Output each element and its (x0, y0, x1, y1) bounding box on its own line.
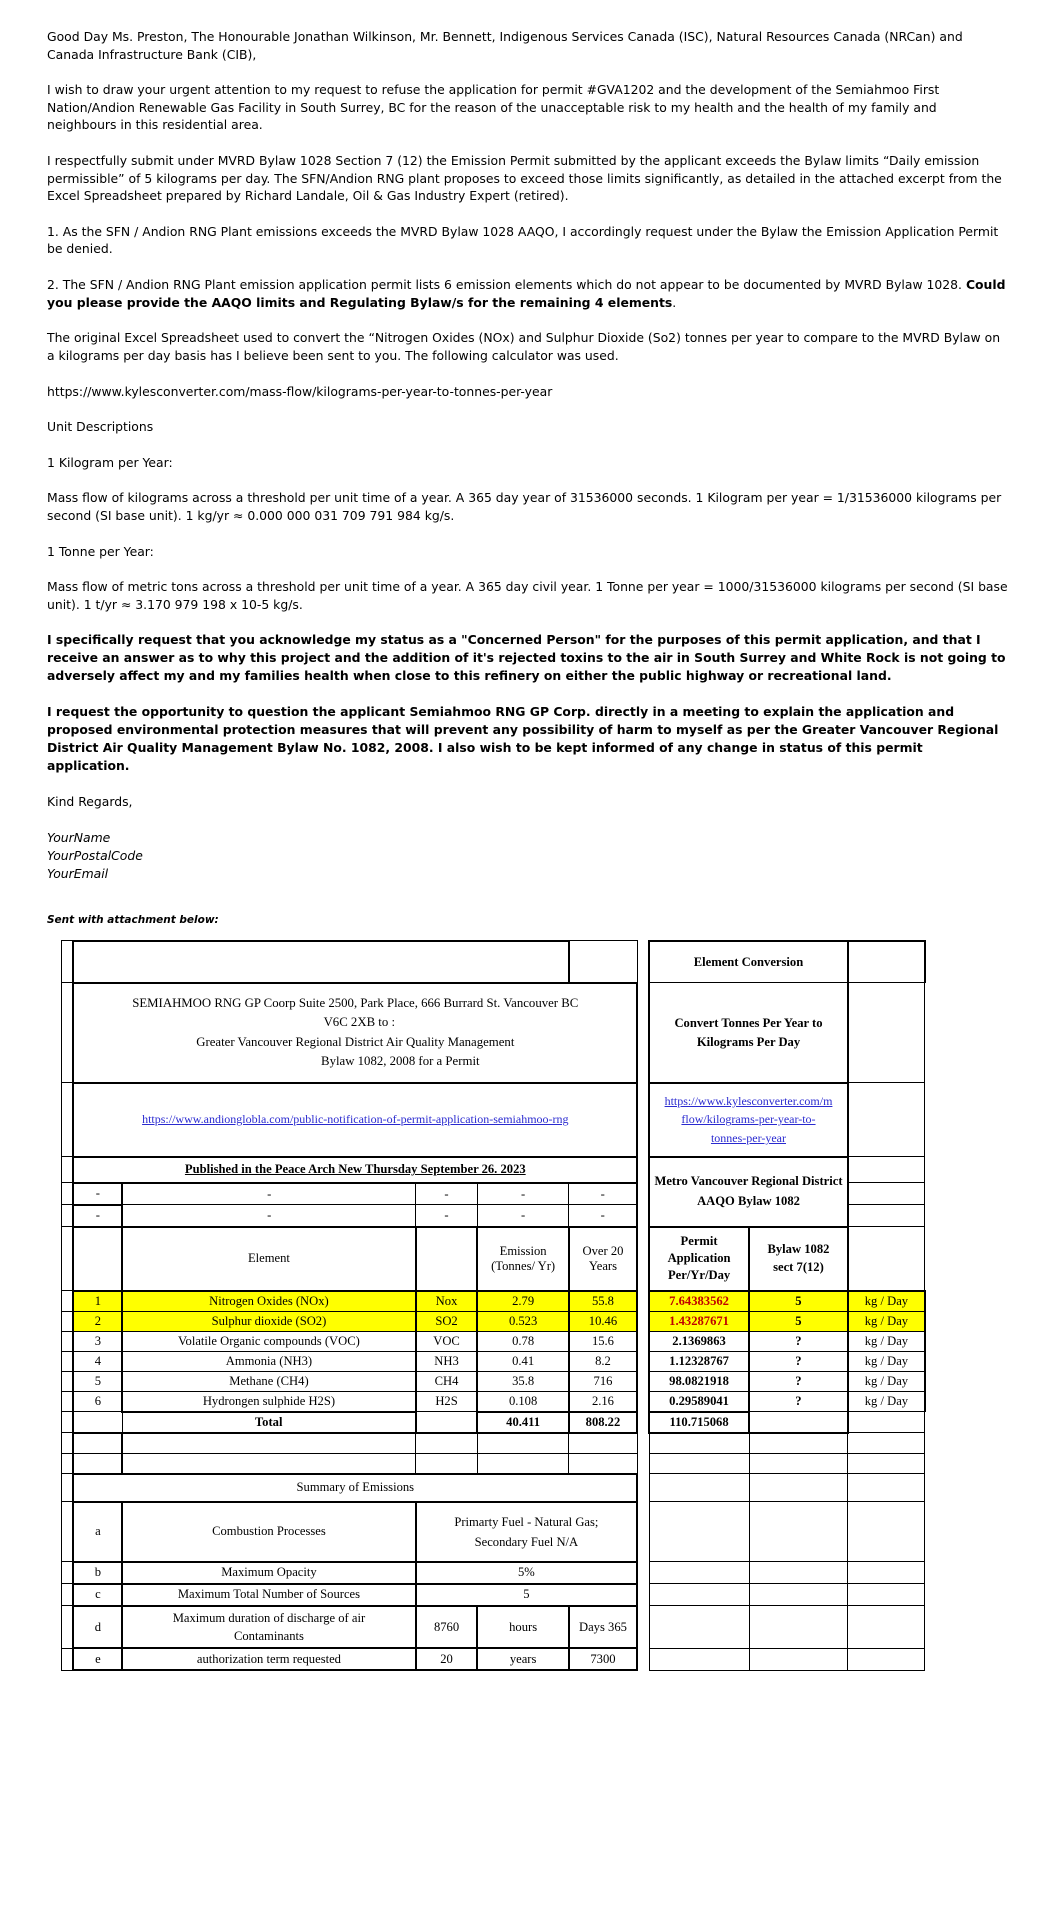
meeting-request: I request the opportunity to question the applicant Semiahmoo RNG GP Corp. directly in a meeting to explain the application and proposed environmental protection measures that will prevent any possibility of harm to myself as per the Greater Vancouver Regional District Air Quality Management Bylaw No. 1082, 2008. I also wish to be kept informed of any change in status of this permit application. (47, 704, 999, 774)
filler-cell (416, 1433, 478, 1454)
letter-body (47, 28, 1009, 928)
row-number: 2 (73, 1311, 122, 1331)
outer-blank (925, 1502, 994, 1562)
filler-cell (848, 1453, 925, 1474)
converter-link-line-1[interactable]: https://www.kylesconverter.com/m (664, 1093, 833, 1108)
summary-key: d (73, 1606, 122, 1649)
blank-right-6 (848, 1205, 925, 1227)
summary-right-blank-3 (848, 1502, 925, 1562)
row-emission-tonnes-per-year: 2.79 (477, 1291, 568, 1312)
gutter-cell-2 (637, 1648, 649, 1670)
total-label: Total (122, 1412, 415, 1433)
filler-cell (477, 1453, 568, 1474)
outer-blank-10 (925, 1453, 994, 1474)
summary-right-blank-2 (749, 1502, 848, 1562)
gutter-cell-2 (637, 1227, 649, 1291)
gutter-cell (62, 1502, 74, 1562)
summary-blank-3 (848, 1474, 925, 1502)
header-permit-line-1: Permit (680, 1234, 718, 1249)
summary-row (62, 1606, 994, 1649)
header-emission-line-1: Emission (499, 1243, 547, 1258)
gutter-cell (62, 1453, 74, 1474)
filler-cell (569, 1453, 637, 1474)
aaqo-bylaw-title: Metro Vancouver Regional District AAQO Bylaw 1082 (649, 1157, 848, 1227)
calculator-url[interactable]: https://www.kylesconverter.com/mass-flow/kilograms-per-year-to-tonnes-per-year (47, 383, 553, 399)
header-element: Element (122, 1227, 415, 1291)
filler-cell (73, 1453, 122, 1474)
row-element-name: Sulphur dioxide (SO2) (122, 1311, 415, 1331)
gutter-cell-2 (637, 1183, 649, 1205)
row-units: kg / Day (848, 1371, 925, 1391)
gutter-cell-2 (637, 1371, 649, 1391)
gutter-cell-2 (637, 1502, 649, 1562)
outer-blank (925, 1351, 994, 1371)
title-empty-cell (73, 941, 568, 983)
outer-blank-3 (925, 1083, 994, 1157)
dash-cell: - (122, 1183, 415, 1205)
salutation: Good Day Ms. Preston, The Honourable Jonathan Wilkinson, Mr. Bennett, Indigenous Services Canada (ISC), Natural Resources Canada (NRCan) and Canada Infrastructure Bank (CIB), (47, 29, 963, 62)
row-number: 4 (73, 1351, 122, 1371)
summary-col-1: 20 (416, 1648, 478, 1670)
unit-descriptions-heading: Unit Descriptions (47, 419, 154, 435)
filler-cell (477, 1433, 568, 1454)
summary-value: 5 (416, 1584, 638, 1606)
total-units (848, 1412, 925, 1433)
dash-cell: - (73, 1205, 122, 1227)
spacer-cell (569, 941, 637, 983)
total-abbrev (416, 1412, 478, 1433)
filler-cell (749, 1453, 848, 1474)
row-units: kg / Day (848, 1391, 925, 1412)
blank-right-3 (848, 1083, 925, 1157)
gutter-cell (62, 1351, 74, 1371)
summary-col-3: 7300 (569, 1648, 637, 1670)
andion-link-cell[interactable] (73, 1083, 637, 1157)
row-abbreviation: Nox (416, 1291, 478, 1312)
outer-blank (925, 1331, 994, 1351)
row-abbreviation: VOC (416, 1331, 478, 1351)
summary-right-blank-1 (649, 1584, 749, 1606)
row-abbreviation: SO2 (416, 1311, 478, 1331)
sheet-row-filler-1 (62, 1433, 994, 1454)
row-element-name: Hydrongen sulphide H2S) (122, 1391, 415, 1412)
sheet-row-summary-title (62, 1474, 994, 1502)
signature-name: YourName (47, 829, 111, 845)
signature-postal-code: YourPostalCode (47, 847, 143, 863)
gutter-cell (62, 983, 74, 1083)
row-over-20-years: 716 (569, 1371, 637, 1391)
row-element-name: Ammonia (NH3) (122, 1351, 415, 1371)
header-over-20-years (569, 1227, 637, 1291)
header-over20-line-2: Years (588, 1258, 618, 1273)
header-permit-application (649, 1227, 749, 1291)
row-permit-application-value: 1.12328767 (649, 1351, 749, 1371)
row-number: 5 (73, 1371, 122, 1391)
summary-right-blank-2 (749, 1584, 848, 1606)
applicant-address-block (73, 983, 637, 1083)
row-number: 6 (73, 1391, 122, 1412)
outer-blank (925, 1648, 994, 1670)
gutter-cell-2 (637, 1562, 649, 1584)
row-units: kg / Day (848, 1351, 925, 1371)
summary-col-2: hours (477, 1606, 568, 1649)
address-line-3: Greater Vancouver Regional District Air Quality Management (196, 1034, 515, 1049)
request-item-2-text: 2. The SFN / Andion RNG Plant emission application permit lists 6 emission elements which do not appear to be documented by MVRD Bylaw 1028. (47, 277, 966, 293)
filler-cell (749, 1433, 848, 1454)
row-bylaw-limit: 5 (749, 1311, 848, 1331)
sheet-row-title (62, 941, 994, 983)
row-permit-application-value: 2.1369863 (649, 1331, 749, 1351)
summary-key: b (73, 1562, 122, 1584)
blank-right-2 (848, 983, 925, 1083)
total-permit: 110.715068 (649, 1412, 749, 1433)
summary-right-blank-3 (848, 1584, 925, 1606)
header-permit-line-3: Per/Yr/Day (667, 1268, 731, 1283)
row-permit-application-value: 1.43287671 (649, 1311, 749, 1331)
summary-label (122, 1606, 415, 1649)
gutter-cell (62, 1584, 74, 1606)
table-row (62, 1291, 994, 1312)
header-permit-line-2: Application (667, 1251, 731, 1266)
sheet-row-dashes-1 (62, 1183, 994, 1205)
summary-blank-2 (749, 1474, 848, 1502)
header-units (848, 1227, 925, 1291)
outer-blank (925, 1311, 994, 1331)
converter-link-line-3[interactable]: tonnes-per-year (710, 1131, 787, 1146)
attachment-note: Sent with attachment below: (47, 913, 219, 926)
gutter-cell (62, 1183, 74, 1205)
filler-cell (649, 1433, 749, 1454)
gutter-cell-2 (637, 983, 649, 1083)
paragraph-2: I respectfully submit under MVRD Bylaw 1028 Section 7 (12) the Emission Permit submitted by the applicant exceeds the Bylaw limits “Daily emission permissible” of 5 kilograms per day. The SFN/Andion RNG plant proposes to exceed those limits significantly, as detailed in the attached excerpt from the Excel Spreadsheet prepared by Richard Landale, Oil & Gas Industry Expert (retired). (47, 153, 1002, 204)
sheet-row-dashes-2 (62, 1205, 994, 1227)
paragraph-1: I wish to draw your urgent attention to my request to refuse the application for permit #GVA1202 and the development of the Semiahmoo First Nation/Andion Renewable Gas Facility in South Surrey, BC for the reason of the unacceptable risk to my health and the health of my family and neighbours in this residential area. (47, 82, 940, 133)
tonne-per-year-body: Mass flow of metric tons across a threshold per unit time of a year. A 365 day civil year. 1 Tonne per year = 1000/31536000 kilograms per second (SI base unit). 1 t/yr ≈ 3.170 979 198 x 10-5 kg/s. (47, 579, 1008, 612)
gutter-cell (62, 1083, 74, 1157)
table-row (62, 1331, 994, 1351)
row-over-20-years: 15.6 (569, 1331, 637, 1351)
dash-cell: - (477, 1205, 568, 1227)
dash-cell: - (477, 1183, 568, 1205)
summary-key: c (73, 1584, 122, 1606)
summary-row (62, 1648, 994, 1670)
filler-cell (848, 1433, 925, 1454)
converter-link-line-2[interactable]: flow/kilograms-per-year-to- (681, 1112, 816, 1127)
outer-blank-9 (925, 1433, 994, 1454)
dash-cell: - (416, 1205, 478, 1227)
filler-cell (569, 1433, 637, 1454)
outer-blank-7 (925, 1227, 994, 1291)
summary-col-1: 8760 (416, 1606, 478, 1649)
summary-row (62, 1562, 994, 1584)
blank-right-4 (848, 1157, 925, 1183)
total-emission: 40.411 (477, 1412, 568, 1433)
table-row (62, 1351, 994, 1371)
summary-right-blank-1 (649, 1562, 749, 1584)
row-permit-application-value: 7.64383562 (649, 1291, 749, 1312)
table-row (62, 1311, 994, 1331)
row-units: kg / Day (848, 1311, 925, 1331)
total-number-cell (73, 1412, 122, 1433)
sheet-row-published (62, 1157, 994, 1183)
gutter-cell (62, 1412, 74, 1433)
request-item-2-period: . (672, 294, 677, 310)
summary-right-blank-3 (848, 1606, 925, 1649)
outer-blank-2 (925, 983, 994, 1083)
gutter-cell (62, 1227, 74, 1291)
concerned-person-request: I specifically request that you acknowledge my status as a "Concerned Person" for the purposes of this permit application, and that I receive an answer as to why this project and the addition of it's rejected toxins to the air in South Surrey and White Rock is not going to adversely affect my and my families health when close to this refinery on either the public highway or recreational land. (47, 632, 1006, 684)
gutter-cell (62, 1291, 74, 1312)
sheet-row-address (62, 983, 994, 1083)
sheet-row-total (62, 1412, 994, 1433)
sheet-row-column-headers (62, 1227, 994, 1291)
row-over-20-years: 8.2 (569, 1351, 637, 1371)
kg-per-year-body: Mass flow of kilograms across a threshold per unit time of a year. A 365 day year of 31536000 seconds. 1 Kilogram per year = 1/31536000 kilograms per second (SI base unit). 1 kg/yr ≈ 0.000 000 031 709 791 984 kg/s. (47, 490, 1002, 523)
emissions-spreadsheet (61, 940, 994, 1672)
row-bylaw-limit: ? (749, 1351, 848, 1371)
gutter-cell-2 (637, 1205, 649, 1227)
gutter-cell-2 (637, 1083, 649, 1157)
row-bylaw-limit: ? (749, 1371, 848, 1391)
row-number: 3 (73, 1331, 122, 1351)
row-over-20-years: 55.8 (569, 1291, 637, 1312)
gutter-cell (62, 1311, 74, 1331)
published-note: Published in the Peace Arch New Thursday September 26. 2023 (73, 1157, 637, 1183)
gutter-cell-2 (637, 1291, 649, 1312)
summary-value: 5% (416, 1562, 638, 1584)
row-permit-application-value: 0.29589041 (649, 1391, 749, 1412)
row-element-name: Volatile Organic compounds (VOC) (122, 1331, 415, 1351)
header-bylaw-line-2: sect 7(12) (773, 1259, 824, 1274)
gutter-cell (62, 941, 74, 983)
header-bylaw-line-1: Bylaw 1082 (767, 1242, 830, 1257)
summary-right-blank-3 (848, 1562, 925, 1584)
outer-blank (925, 1391, 994, 1412)
dash-cell: - (122, 1205, 415, 1227)
address-line-1: SEMIAHMOO RNG GP Coorp Suite 2500, Park Place, 666 Burrard St. Vancouver BC (132, 995, 579, 1010)
summary-row (62, 1584, 994, 1606)
row-bylaw-limit: 5 (749, 1291, 848, 1312)
gutter-cell-2 (637, 941, 649, 983)
address-line-4: Bylaw 1082, 2008 for a Permit (321, 1054, 480, 1069)
filler-cell (416, 1453, 478, 1474)
gutter-cell-2 (637, 1412, 649, 1433)
outer-blank (925, 1291, 994, 1312)
dash-cell: - (569, 1205, 637, 1227)
gutter-cell-2 (637, 1453, 649, 1474)
gutter-cell (62, 1331, 74, 1351)
row-units: kg / Day (848, 1331, 925, 1351)
summary-right-blank-2 (749, 1648, 848, 1670)
summary-label-line-1: Maximum duration of discharge of air (172, 1610, 366, 1625)
gutter-cell (62, 1433, 74, 1454)
row-emission-tonnes-per-year: 0.78 (477, 1331, 568, 1351)
total-over-20: 808.22 (569, 1412, 637, 1433)
gutter-cell-2 (637, 1351, 649, 1371)
summary-value-line-2: Secondary Fuel N/A (474, 1534, 579, 1549)
filler-cell (122, 1453, 415, 1474)
request-item-2-emphasis: Could you please provide the AAQO limits and Regulating Bylaw/s for the remaining 4 elements (47, 277, 1006, 310)
row-emission-tonnes-per-year: 0.523 (477, 1311, 568, 1331)
outer-blank-1 (925, 941, 994, 983)
blank-right-5 (848, 1183, 925, 1205)
summary-col-3: Days 365 (569, 1606, 637, 1649)
row-permit-application-value: 98.0821918 (649, 1371, 749, 1391)
outer-blank-11 (925, 1474, 994, 1502)
request-item-2 (47, 276, 1009, 311)
summary-of-emissions-title: Summary of Emissions (73, 1474, 637, 1502)
summary-label: Combustion Processes (122, 1502, 415, 1562)
gutter-cell-2 (637, 1311, 649, 1331)
gutter-cell (62, 1606, 74, 1649)
gutter-cell (62, 1562, 74, 1584)
outer-blank (925, 1606, 994, 1649)
row-element-name: Nitrogen Oxides (NOx) (122, 1291, 415, 1312)
summary-label-line-2: Contaminants (233, 1629, 304, 1644)
gutter-cell-2 (637, 1606, 649, 1649)
row-units: kg / Day (848, 1291, 925, 1312)
outer-blank (925, 1584, 994, 1606)
row-emission-tonnes-per-year: 0.108 (477, 1391, 568, 1412)
row-abbreviation: H2S (416, 1391, 478, 1412)
gutter-cell-2 (637, 1584, 649, 1606)
blank-right-1 (848, 941, 925, 983)
closing: Kind Regards, (47, 794, 133, 810)
kg-per-year-heading: 1 Kilogram per Year: (47, 454, 173, 470)
header-abbrev (416, 1227, 478, 1291)
row-emission-tonnes-per-year: 35.8 (477, 1371, 568, 1391)
summary-value (416, 1502, 638, 1562)
header-emission-line-2: (Tonnes/ Yr) (491, 1258, 556, 1273)
emissions-data-rows (62, 1291, 994, 1412)
summary-right-blank-3 (848, 1648, 925, 1670)
summary-col-2: years (477, 1648, 568, 1670)
summary-right-blank-2 (749, 1562, 848, 1584)
gutter-cell (62, 1648, 74, 1670)
converter-link-cell[interactable] (649, 1083, 848, 1157)
row-bylaw-limit: ? (749, 1391, 848, 1412)
gutter-cell-2 (637, 1391, 649, 1412)
filler-cell (649, 1453, 749, 1474)
summary-right-blank-2 (749, 1606, 848, 1649)
convert-title: Convert Tonnes Per Year to Kilograms Per Day (674, 1015, 823, 1049)
summary-row (62, 1502, 994, 1562)
summary-right-blank-1 (649, 1502, 749, 1562)
gutter-cell (62, 1205, 74, 1227)
gutter-cell (62, 1157, 74, 1183)
dash-cell: - (569, 1183, 637, 1205)
table-row (62, 1391, 994, 1412)
dash-cell: - (73, 1183, 122, 1205)
dash-cell: - (416, 1183, 478, 1205)
request-item-1: 1. As the SFN / Andion RNG Plant emissions exceeds the MVRD Bylaw 1028 AAQO, I accordingly request under the Bylaw the Emission Application Permit be denied. (47, 223, 999, 257)
summary-right-blank-1 (649, 1606, 749, 1649)
header-number (73, 1227, 122, 1291)
outer-blank-8 (925, 1412, 994, 1433)
outer-blank-6 (925, 1205, 994, 1227)
paragraph-3: The original Excel Spreadsheet used to convert the “Nitrogen Oxides (NOx) and Sulphur Dioxide (So2) tonnes per year to compare to the MVRD Bylaw on a kilograms per day basis has I believe been sent to you. The following calculator was used. (47, 330, 1001, 363)
gutter-cell (62, 1391, 74, 1412)
signature-block (47, 829, 1009, 883)
gutter-cell-2 (637, 1331, 649, 1351)
sheet-row-links (62, 1083, 994, 1157)
filler-cell (73, 1433, 122, 1454)
row-element-name: Methane (CH4) (122, 1371, 415, 1391)
summary-key: a (73, 1502, 122, 1562)
gutter-cell-2 (637, 1474, 649, 1502)
header-emission (477, 1227, 568, 1291)
row-emission-tonnes-per-year: 0.41 (477, 1351, 568, 1371)
outer-blank-5 (925, 1183, 994, 1205)
summary-blank-1 (649, 1474, 749, 1502)
summary-label: Maximum Total Number of Sources (122, 1584, 415, 1606)
row-over-20-years: 10.46 (569, 1311, 637, 1331)
header-over20-line-1: Over 20 (582, 1243, 624, 1258)
outer-blank (925, 1371, 994, 1391)
header-bylaw-1082 (749, 1227, 848, 1291)
total-bylaw (749, 1412, 848, 1433)
signature-email: YourEmail (47, 865, 109, 881)
row-over-20-years: 2.16 (569, 1391, 637, 1412)
andion-notification-link[interactable]: https://www.andionglobla.com/public-notification-of-permit-application-semiahmoo-rng (142, 1112, 569, 1127)
spreadsheet-attachment (47, 940, 1009, 1672)
filler-cell (122, 1433, 415, 1454)
row-abbreviation: CH4 (416, 1371, 478, 1391)
summary-label: authorization term requested (122, 1648, 415, 1670)
row-bylaw-limit: ? (749, 1331, 848, 1351)
outer-blank (925, 1562, 994, 1584)
summary-value-line-1: Primarty Fuel - Natural Gas; (454, 1514, 599, 1529)
summary-data-rows (62, 1502, 994, 1671)
gutter-cell (62, 1371, 74, 1391)
gutter-cell-2 (637, 1157, 649, 1183)
address-line-2: V6C 2XB to : (323, 1015, 396, 1030)
element-conversion-header: Element Conversion (649, 941, 848, 983)
convert-title-cell (649, 983, 848, 1083)
row-number: 1 (73, 1291, 122, 1312)
summary-right-blank-1 (649, 1648, 749, 1670)
summary-label: Maximum Opacity (122, 1562, 415, 1584)
table-row (62, 1371, 994, 1391)
gutter-cell (62, 1474, 74, 1502)
gutter-cell-2 (637, 1433, 649, 1454)
outer-blank-4 (925, 1157, 994, 1183)
tonne-per-year-heading: 1 Tonne per Year: (47, 543, 154, 559)
row-abbreviation: NH3 (416, 1351, 478, 1371)
summary-key: e (73, 1648, 122, 1670)
sheet-row-filler-2 (62, 1453, 994, 1474)
